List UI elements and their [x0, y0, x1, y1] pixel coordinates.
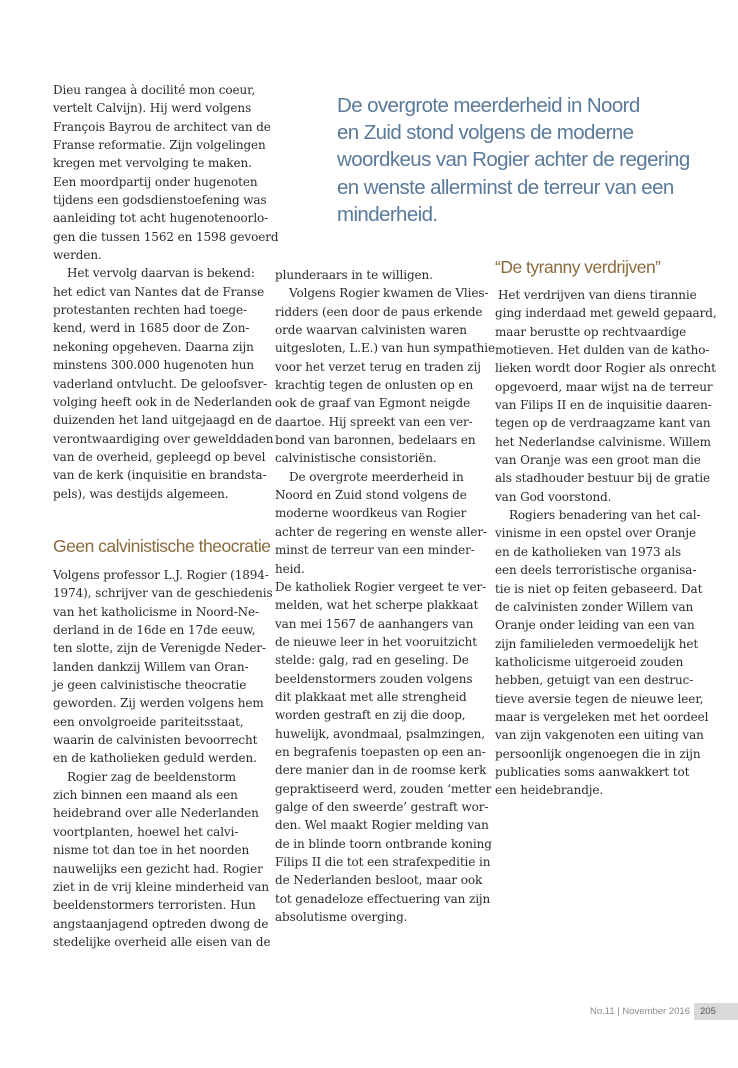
- text-line: stedelijke overheid alle eisen van de: [53, 934, 271, 949]
- pull-quote-line: woordkeus van Rogier achter de regering: [337, 148, 690, 172]
- text-line: voortplanten, hoewel het calvi-: [53, 824, 239, 839]
- text-line: tie is niet op feiten gebaseerd. Dat: [495, 581, 703, 596]
- text-line: Dieu rangea à docilité mon coeur,: [53, 83, 256, 97]
- text-line: tieve aversie tegen de nieuwe leer,: [495, 691, 704, 706]
- text-line: De overgrote meerderheid in: [289, 469, 464, 484]
- text-line: Rogier zag de beeldenstorm: [67, 769, 236, 784]
- text-line: publicaties soms aanwakkert tot: [495, 764, 690, 779]
- text-line: motieven. Het dulden van de katho-: [495, 343, 710, 358]
- text-line: tot genadeloze effectuering van zijn: [275, 891, 491, 906]
- text-line: een deels terroristische organisa-: [495, 563, 697, 578]
- text-line: nauwelijks een gezicht had. Rogier: [53, 861, 263, 876]
- text-line: ook de graaf van Egmont neigde: [275, 396, 471, 411]
- text-line: galge of den sweerde’ gestraft wor-: [275, 799, 489, 814]
- section-heading-theocratie: Geen calvinistische theocratie: [53, 536, 271, 556]
- text-line: dere manier dan in de roomse kerk: [275, 763, 487, 778]
- text-line: heidebrand over alle Nederlanden: [53, 806, 259, 821]
- text-line: minstens 300.000 hugenoten hun: [53, 358, 255, 373]
- text-line: kregen met vervolging te maken.: [53, 156, 252, 171]
- pull-quote: [337, 92, 690, 228]
- text-line: den. Wel maakt Rogier melding van: [275, 818, 489, 833]
- column-3: [495, 286, 725, 800]
- text-line: gepraktiseerd werd, zouden ‘metter: [275, 781, 492, 796]
- text-line: van God voorstond.: [495, 489, 612, 504]
- text-line: opgevoerd, maar wijst na de terreur: [495, 379, 713, 394]
- text-line: volging heeft ook in de Nederlanden: [53, 394, 272, 409]
- text-line: maar berustte op rechtvaardige: [495, 324, 687, 339]
- text-line: Het vervolg daarvan is bekend:: [67, 266, 255, 281]
- text-line: zijn familieleden vermoedelijk het: [495, 636, 699, 651]
- text-line: ging inderdaad met geweld gepaard,: [495, 306, 717, 321]
- text-line: de in blinde toorn ontbrande koning: [275, 836, 492, 851]
- text-line: lieken wordt door Rogier als onrecht: [495, 361, 716, 376]
- text-line: van mei 1567 de aanhangers van: [275, 616, 474, 631]
- text-line: ten slotte, zijn de Verenigde Neder-: [53, 641, 267, 656]
- text-line: huwelijk, avondmaal, psalmzingen,: [275, 726, 485, 741]
- text-line: duizenden het land uitgejaagd en de: [53, 413, 272, 428]
- text-line: Noord en Zuid stond volgens de: [275, 488, 467, 503]
- text-line: minst de terreur van een minder-: [275, 543, 475, 558]
- text-line: beeldenstormers zouden volgens: [275, 671, 473, 686]
- text-line: persoonlijk ongenoegen die in zijn: [495, 746, 701, 761]
- text-line: vinisme in een opstel over Oranje: [495, 526, 697, 541]
- text-line: het edict van Nantes dat de Franse: [53, 284, 265, 299]
- text-line: ridders (een door de paus erkende: [275, 304, 483, 319]
- text-line: dit plakkaat met alle strengheid: [275, 689, 467, 704]
- text-line: melden, wat het scherpe plakkaat: [275, 598, 479, 613]
- text-line: hebben, getuigt van een destruc-: [495, 673, 694, 688]
- text-line: nisme tot dan toe in het noorden: [53, 843, 250, 858]
- text-line: Oranje onder leiding van een van: [495, 618, 695, 633]
- text-line: achter de regering en wenste aller-: [275, 524, 487, 539]
- column-1-intro: [53, 81, 279, 503]
- text-line: van de overheid, gepleegd op bevel: [53, 449, 266, 464]
- text-line: zich binnen een maand als een: [53, 788, 238, 803]
- text-line: Filips II die tot een strafexpeditie in: [275, 855, 491, 869]
- text-line: de Nederlanden besloot, maar ook: [275, 873, 483, 888]
- text-line: krachtig tegen de onlusten op en: [275, 378, 474, 393]
- text-line: landen dankzij Willem van Oran-: [53, 659, 249, 674]
- text-line: orde waarvan calvinisten waren: [275, 323, 467, 338]
- text-line: angstaanjagend optreden dwong de: [53, 916, 269, 931]
- text-line: uitgesloten, L.E.) van hun sympathie: [275, 341, 496, 356]
- text-line: moderne woordkeus van Rogier: [275, 506, 467, 521]
- text-line: van het katholicisme in Noord-Ne-: [53, 604, 259, 619]
- text-line: van Oranje was een groot man die: [495, 453, 701, 468]
- text-line: een heidebrandje.: [495, 783, 604, 798]
- text-line: van zijn vakgenoten een uiting van: [495, 728, 704, 743]
- text-line: tijdens een godsdienstoefening was: [53, 193, 267, 208]
- text-line: werden.: [53, 248, 102, 263]
- text-line: tegen op de verdraagzame kant van: [495, 416, 711, 431]
- text-line: 1974), schrijver van de geschiedenis: [53, 586, 273, 601]
- column-2: [275, 266, 496, 926]
- text-line: waarin de calvinisten bevoorrecht: [53, 733, 258, 748]
- text-line: katholicisme uitgeroeid zouden: [495, 654, 684, 669]
- text-line: gen die tussen 1562 en 1598 gevoerd: [53, 229, 279, 244]
- text-line: vertelt Calvijn). Hij werd volgens: [53, 101, 252, 116]
- text-line: De katholiek Rogier vergeet te ver-: [275, 579, 487, 594]
- text-line: derland in de 16de en 17de eeuw,: [53, 623, 256, 638]
- text-line: beeldenstormers terroristen. Hun: [53, 898, 256, 913]
- text-line: een onvolgroeide pariteitsstaat,: [53, 714, 244, 729]
- text-line: je geen calvinistische theocratie: [53, 678, 247, 693]
- text-line: Rogiers benadering van het cal-: [509, 508, 701, 523]
- text-line: Volgens Rogier kwamen de Vlies-: [289, 286, 489, 301]
- text-line: heid.: [275, 561, 305, 576]
- text-line: protestanten rechten had toege-: [53, 303, 247, 318]
- text-line: vaderland ontvlucht. De geloofsver-: [53, 376, 268, 391]
- text-line: het Nederlandse calvinisme. Willem: [495, 434, 711, 449]
- text-line: Franse reformatie. Zijn volgelingen: [53, 138, 266, 153]
- text-line: calvinistische consistoriën.: [275, 451, 437, 466]
- text-line: voor het verzet terug en traden zij: [275, 359, 481, 374]
- pull-quote-line: De overgrote meerderheid in Noord: [337, 94, 640, 117]
- text-line: aanleiding tot acht hugenotenoorlo-: [53, 211, 269, 226]
- text-line: maar is vergeleken met het oordeel: [495, 709, 709, 724]
- text-line: de calvinisten zonder Willem van: [495, 599, 694, 614]
- text-line: en begrafenis toepasten op een an-: [275, 744, 486, 759]
- text-line: de nieuwe leer in het vooruitzicht: [275, 634, 478, 649]
- text-line: stelde: galg, rad en geseling. De: [275, 653, 469, 668]
- issue-label: No.11 | November 2016: [590, 1006, 690, 1017]
- text-line: als stadhouder bestuur bij de gratie: [495, 471, 710, 486]
- page-number: 205: [694, 1003, 738, 1020]
- text-line: ziet in de vrij kleine minderheid van: [53, 879, 270, 894]
- text-line: en de katholieken geduld werden.: [53, 751, 257, 766]
- pull-quote-line: en wenste allerminst de terreur van een: [337, 175, 674, 199]
- text-line: van Filips II en de inquisitie daaren-: [495, 398, 712, 413]
- text-line: en de katholieken van 1973 als: [495, 544, 682, 559]
- text-line: Het verdrijven van diens tirannie: [498, 288, 697, 302]
- text-line: bond van baronnen, bedelaars en: [275, 433, 476, 448]
- text-line: plunderaars in te willigen.: [275, 268, 433, 282]
- text-line: pels), was destijds algemeen.: [53, 486, 229, 501]
- text-line: van de kerk (inquisitie en brandsta-: [53, 468, 267, 483]
- column-1-section: [53, 566, 273, 951]
- text-line: Een moordpartij onder hugenoten: [53, 174, 258, 189]
- text-line: daartoe. Hij spreekt van een ver-: [275, 414, 473, 429]
- text-line: geworden. Zij werden volgens hem: [53, 696, 264, 711]
- text-line: François Bayrou de architect van de: [53, 119, 271, 134]
- page-footer: [560, 1003, 738, 1021]
- section-heading-tyranny: “De tyranny verdrijven”: [495, 257, 661, 277]
- text-line: absolutisme overging.: [275, 910, 408, 925]
- text-line: verontwaardiging over gewelddaden: [53, 431, 274, 446]
- pull-quote-line: en Zuid stond volgens de moderne: [337, 121, 634, 145]
- pull-quote-line: minderheid.: [337, 202, 438, 226]
- text-line: nekoning opgeheven. Daarna zijn: [53, 339, 254, 354]
- text-line: worden gestraft en zij die doop,: [275, 708, 466, 723]
- text-line: Volgens professor L.J. Rogier (1894-: [53, 568, 269, 582]
- text-line: kend, werd in 1685 door de Zon-: [53, 321, 250, 336]
